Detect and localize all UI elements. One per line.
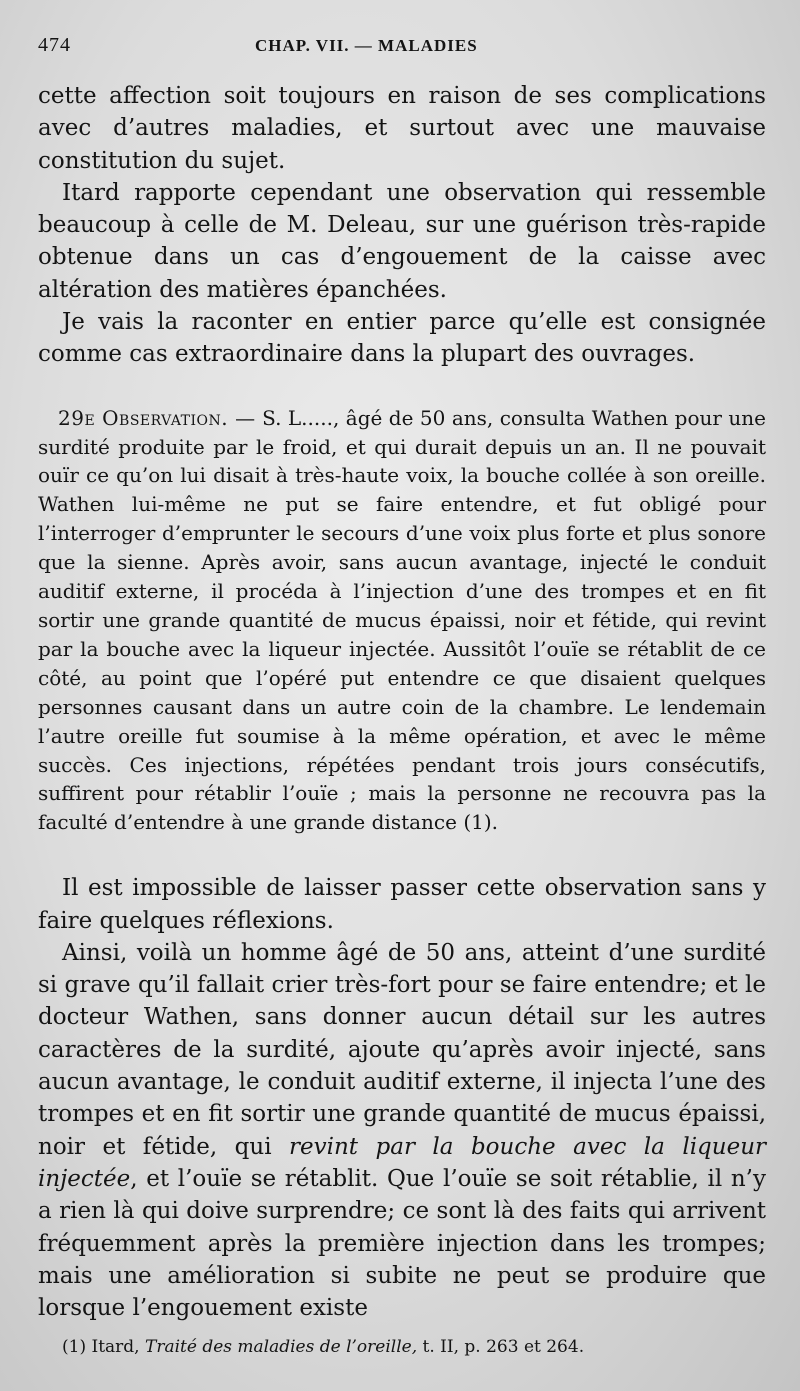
body-text [38,80,766,1324]
discussion-text-end: , et l’ouïe se rétablit. Que l’ouïe se soit rétablie, il n’y a rien là qui doive surprendre; ce sont là des faits qui arrivent fréquemment après la première injection dans les trompes; mais une amélioration si subite ne peut se produire que lorsque l’engouement existe [38,1165,766,1322]
running-head: CHAP. VII. — MALADIES [255,36,478,55]
observation-block [38,404,766,838]
paragraph-reflection-intro: Il est impossible de laisser passer cette observation sans y faire quelques réflexions. [38,875,766,934]
observation-heading: 29e Observation. — [58,405,256,430]
footnote-marker: (1) Itard, [62,1337,140,1357]
paragraph-intro-observation: Je vais la raconter en entier parce qu’elle est consignée comme cas extraordinaire dans la plupart des ouvrages. [38,309,766,368]
paragraph-discussion [38,937,766,1325]
page-number: 474 [38,34,71,56]
footnote-title: Traité des maladies de l’oreille, [145,1337,418,1357]
footnote [62,1336,762,1358]
page-header [38,34,548,60]
discussion-italic-quote: revint par la bouche avec la liqueur injectée [38,1133,767,1192]
footnote-reference: t. II, p. 263 et 264. [422,1337,585,1357]
paragraph-continuation: cette affection soit toujours en raison de ses complications avec d’autres maladies, et surtout avec une mauvaise constitution du sujet. [38,83,766,174]
observation-text: S. L....., âgé de 50 ans, consulta Wathen pour une surdité produite par le froid, et qui durait depuis un an. Il ne pouvait ouïr ce qu’on lui disait à très-haute voix, la bouche collée à son oreille. Wathen lui-même ne put se faire entendre, et fut obligé pour l’interroger d’emprunter le secours d’une voix plus forte et plus sonore que la sienne. Après avoir, sans aucun avantage, injecté le conduit auditif externe, il procéda à l’injection d’une des trompes et en fit sortir une grande quantité de mucus épaissi, noir et fétide, qui revint par la bouche avec la liqueur injectée. Aussitôt l’ouïe se rétablit de ce côté, au point que l’opéré put entendre ce que disaient quelques personnes causant dans un autre coin de la chambre. Le lendemain l’autre oreille fut soumise à la même opération, et avec le même succès. Ces injections, répétées pendant trois jours consécutifs, suffirent pour rétablir l’ouïe ; mais la personne ne recouvra pas la faculté d’entendre à une grande distance (1). [38,405,767,835]
paragraph-itard-report: Itard rapporte cependant une observation qui ressemble beaucoup à celle de M. Deleau, sur une guérison très-rapide obtenue dans un cas d’engouement de la caisse avec altération des matières épanchées. [38,179,766,303]
discussion-text-start: Ainsi, voilà un homme âgé de 50 ans, atteint d’une surdité si grave qu’il fallait crier très-fort pour se faire entendre; et le docteur Wathen, sans donner aucun détail sur les autres caractères de la surdité, ajoute qu’après avoir injecté, sans aucun avantage, le conduit auditif externe, il injecta l’une des trompes et en fit sortir une grande quantité de mucus épaissi, noir et fétide, qui [38,939,766,1160]
